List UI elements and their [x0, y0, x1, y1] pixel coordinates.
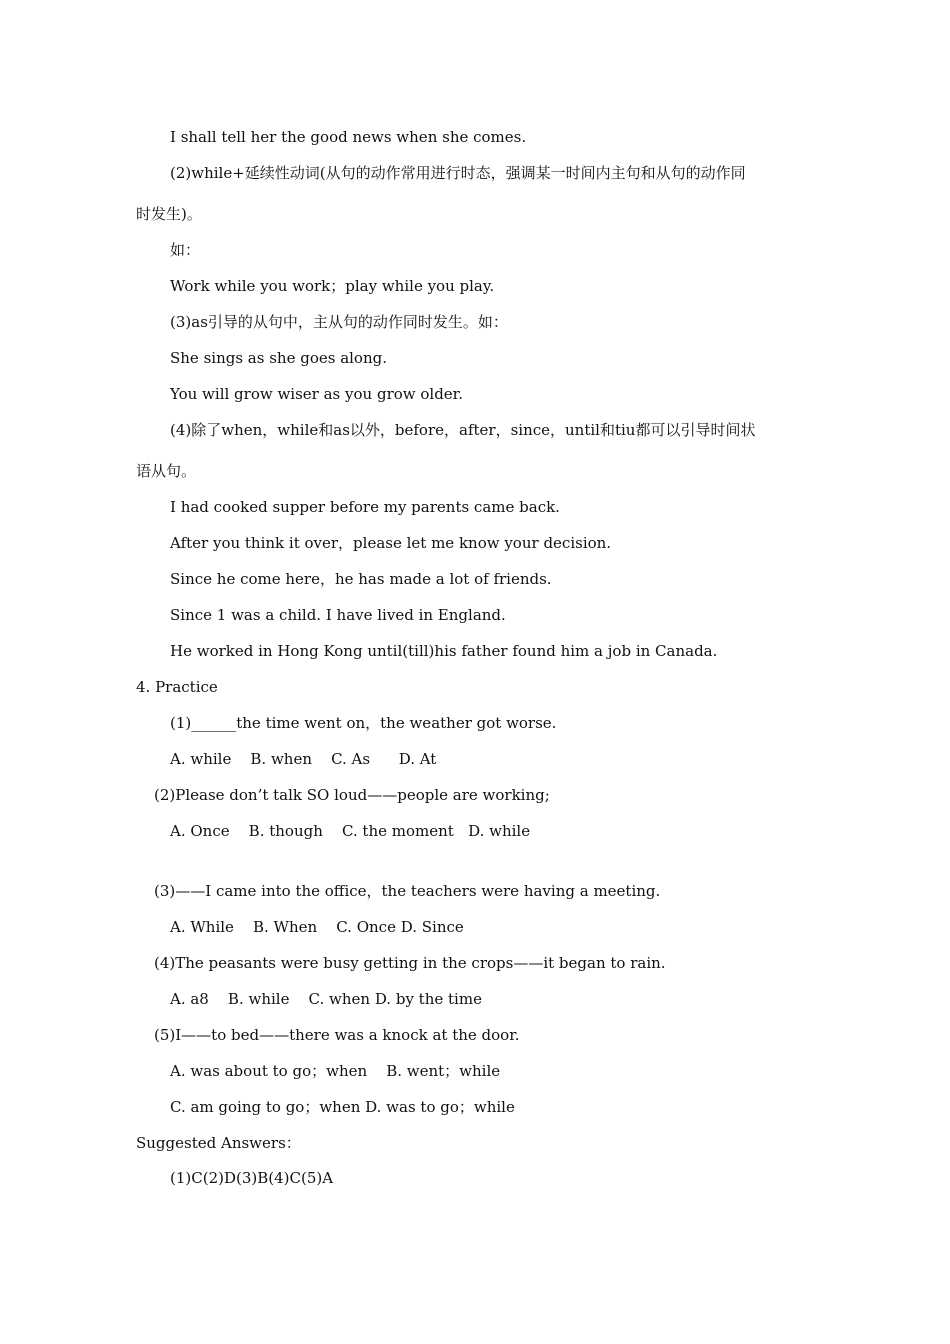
text-line: She sings as she goes along.: [170, 349, 387, 367]
options-line: A. Once B. though C. the moment D. while: [170, 822, 531, 840]
question-line: (5)I——to bed——there was a knock at the door.: [154, 1026, 520, 1044]
text-line: Work while you work；play while you play.: [170, 277, 495, 295]
text-line: (3)as引导的从句中，主从句的动作同时发生。如：: [170, 313, 508, 331]
text-line: 时发生)。: [136, 205, 202, 223]
text-line: I had cooked supper before my parents came back.: [170, 498, 560, 516]
question-line: (3)——I came into the office，the teachers were having a meeting.: [154, 882, 661, 900]
text-line: He worked in Hong Kong until(till)his father found him a job in Canada.: [170, 642, 718, 660]
question-line: (2)Please don’t talk SO loud——people are working;: [154, 786, 550, 804]
question-line: (1)______the time went on，the weather got worse.: [170, 714, 557, 732]
options-line: A. while B. when C. As D. At: [170, 750, 437, 768]
answers-line: (1)C(2)D(3)B(4)C(5)A: [170, 1169, 334, 1187]
section-heading: 4. Practice: [136, 678, 218, 696]
text-line: Since 1 was a child. I have lived in England.: [170, 606, 506, 624]
text-line: (2)while+延续性动词(从句的动作常用进行时态，强调某一时间内主句和从句的动作同: [170, 164, 746, 182]
text-line: Since he come here，he has made a lot of friends.: [170, 570, 552, 588]
options-line: C. am going to go；when D. was to go；while: [170, 1098, 515, 1116]
text-line: You will grow wiser as you grow older.: [170, 385, 463, 403]
answers-heading: Suggested Answers：: [136, 1134, 301, 1152]
options-line: A. was about to go；when B. went；while: [170, 1062, 501, 1080]
text-line: (4)除了when，while和as以外，before，after，since，until和tiu都可以引导时间状: [170, 421, 756, 439]
text-line: After you think it over，please let me know your decision.: [170, 534, 612, 552]
question-line: (4)The peasants were busy getting in the crops——it began to rain.: [154, 954, 666, 972]
text-line: I shall tell her the good news when she comes.: [170, 128, 527, 146]
options-line: A. a8 B. while C. when D. by the time: [170, 990, 482, 1008]
text-line: 语从句。: [136, 462, 197, 480]
text-line: 如：: [170, 241, 201, 259]
options-line: A. While B. When C. Once D. Since: [170, 918, 464, 936]
